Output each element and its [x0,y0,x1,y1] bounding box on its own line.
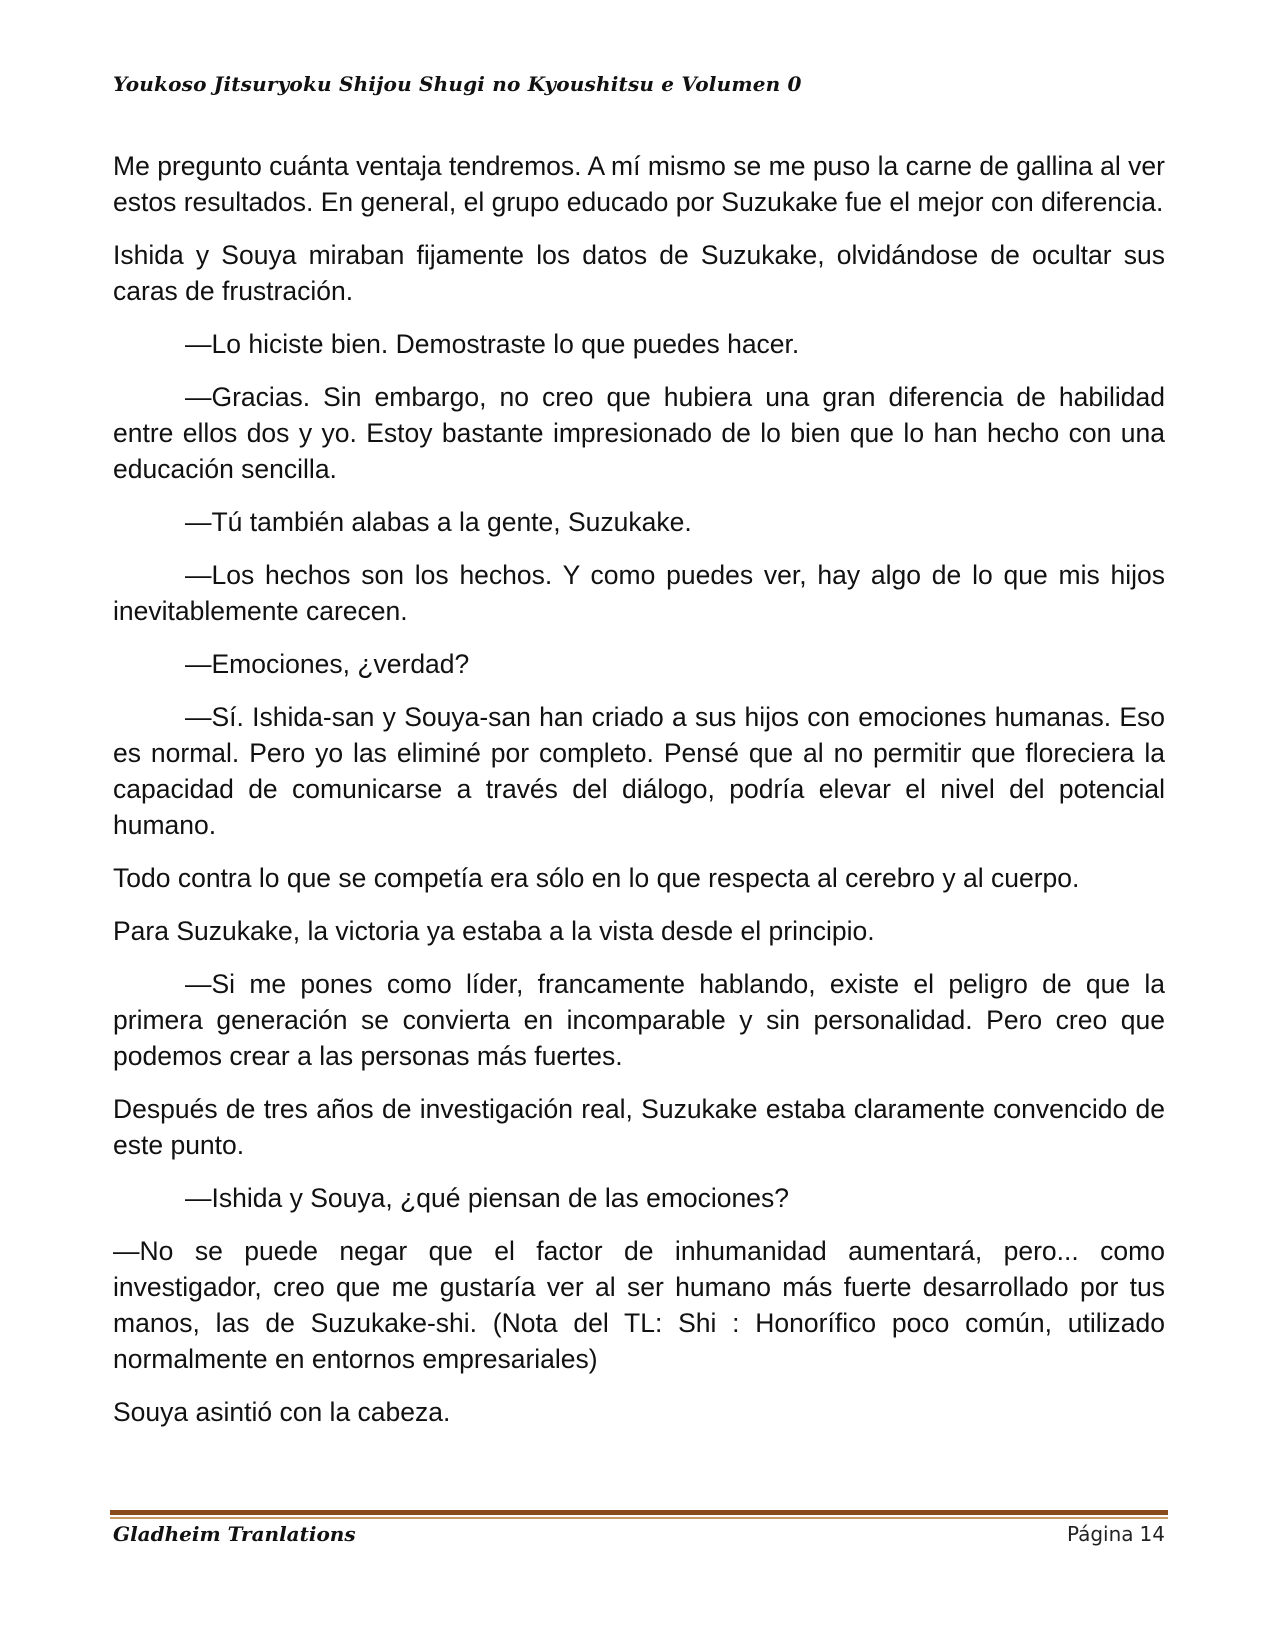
paragraph-14: —No se puede negar que el factor de inhumanidad aumentará, pero... como investigador, creo que me gustaría ver al ser humano más fuerte desarrollado por tus manos, las de Suzukake-shi. (Nota del TL: Shi : Honorífico poco común, utilizado normalmente en entornos empresariales) [113,1236,1165,1374]
paragraph-1: Me pregunto cuánta ventaja tendremos. A mí mismo se me puso la carne de gallina al ver estos resultados. En general, el grupo educado por Suzukake fue el mejor con diferencia. [113,151,1165,217]
paragraph-2: Ishida y Souya miraban fijamente los datos de Suzukake, olvidándose de ocultar sus caras de frustración. [113,240,1165,306]
paragraph-5: —Tú también alabas a la gente, Suzukake. [185,507,692,537]
running-header-title: Youkoso Jitsuryoku Shijou Shugi no Kyoushitsu e Volumen 0 [113,72,802,96]
paragraph-12: Después de tres años de investigación real, Suzukake estaba claramente convencido de este punto. [113,1094,1165,1160]
footer-divider-thick-line [110,1510,1168,1515]
page-number: 14 [1139,1522,1165,1546]
paragraph-11: —Si me pones como líder, francamente hablando, existe el peligro de que la primera generación se convierta en incomparable y sin personalidad. Pero creo que podemos crear a las personas más fuertes. [113,969,1165,1071]
footer-page-indicator [1067,1522,1165,1546]
footer-divider-thin-line [110,1517,1168,1519]
paragraph-6: —Los hechos son los hechos. Y como puedes ver, hay algo de lo que mis hijos inevitablemente carecen. [113,560,1165,626]
paragraph-9: Todo contra lo que se competía era sólo en lo que respecta al cerebro y al cuerpo. [113,863,1080,893]
paragraph-15: Souya asintió con la cabeza. [113,1397,451,1427]
footer-divider [110,1510,1168,1519]
paragraph-7: —Emociones, ¿verdad? [185,649,470,679]
paragraph-3: —Lo hiciste bien. Demostraste lo que puedes hacer. [185,329,800,359]
footer-credit: Gladheim Tranlations [113,1522,356,1546]
paragraph-8: —Sí. Ishida-san y Souya-san han criado a sus hijos con emociones humanas. Eso es normal. Pero yo las eliminé por completo. Pensé que al no permitir que floreciera la capacidad de comunicarse a través del diálogo, podría elevar el nivel del potencial humano. [113,702,1165,840]
paragraph-13: —Ishida y Souya, ¿qué piensan de las emociones? [185,1183,789,1213]
paragraph-4: —Gracias. Sin embargo, no creo que hubiera una gran diferencia de habilidad entre ellos dos y yo. Estoy bastante impresionado de lo bien que lo han hecho con una educación sencilla. [113,382,1165,484]
body-text [113,148,1165,1447]
page-label: Página [1066,1522,1134,1546]
paragraph-10: Para Suzukake, la victoria ya estaba a la vista desde el principio. [113,916,875,946]
